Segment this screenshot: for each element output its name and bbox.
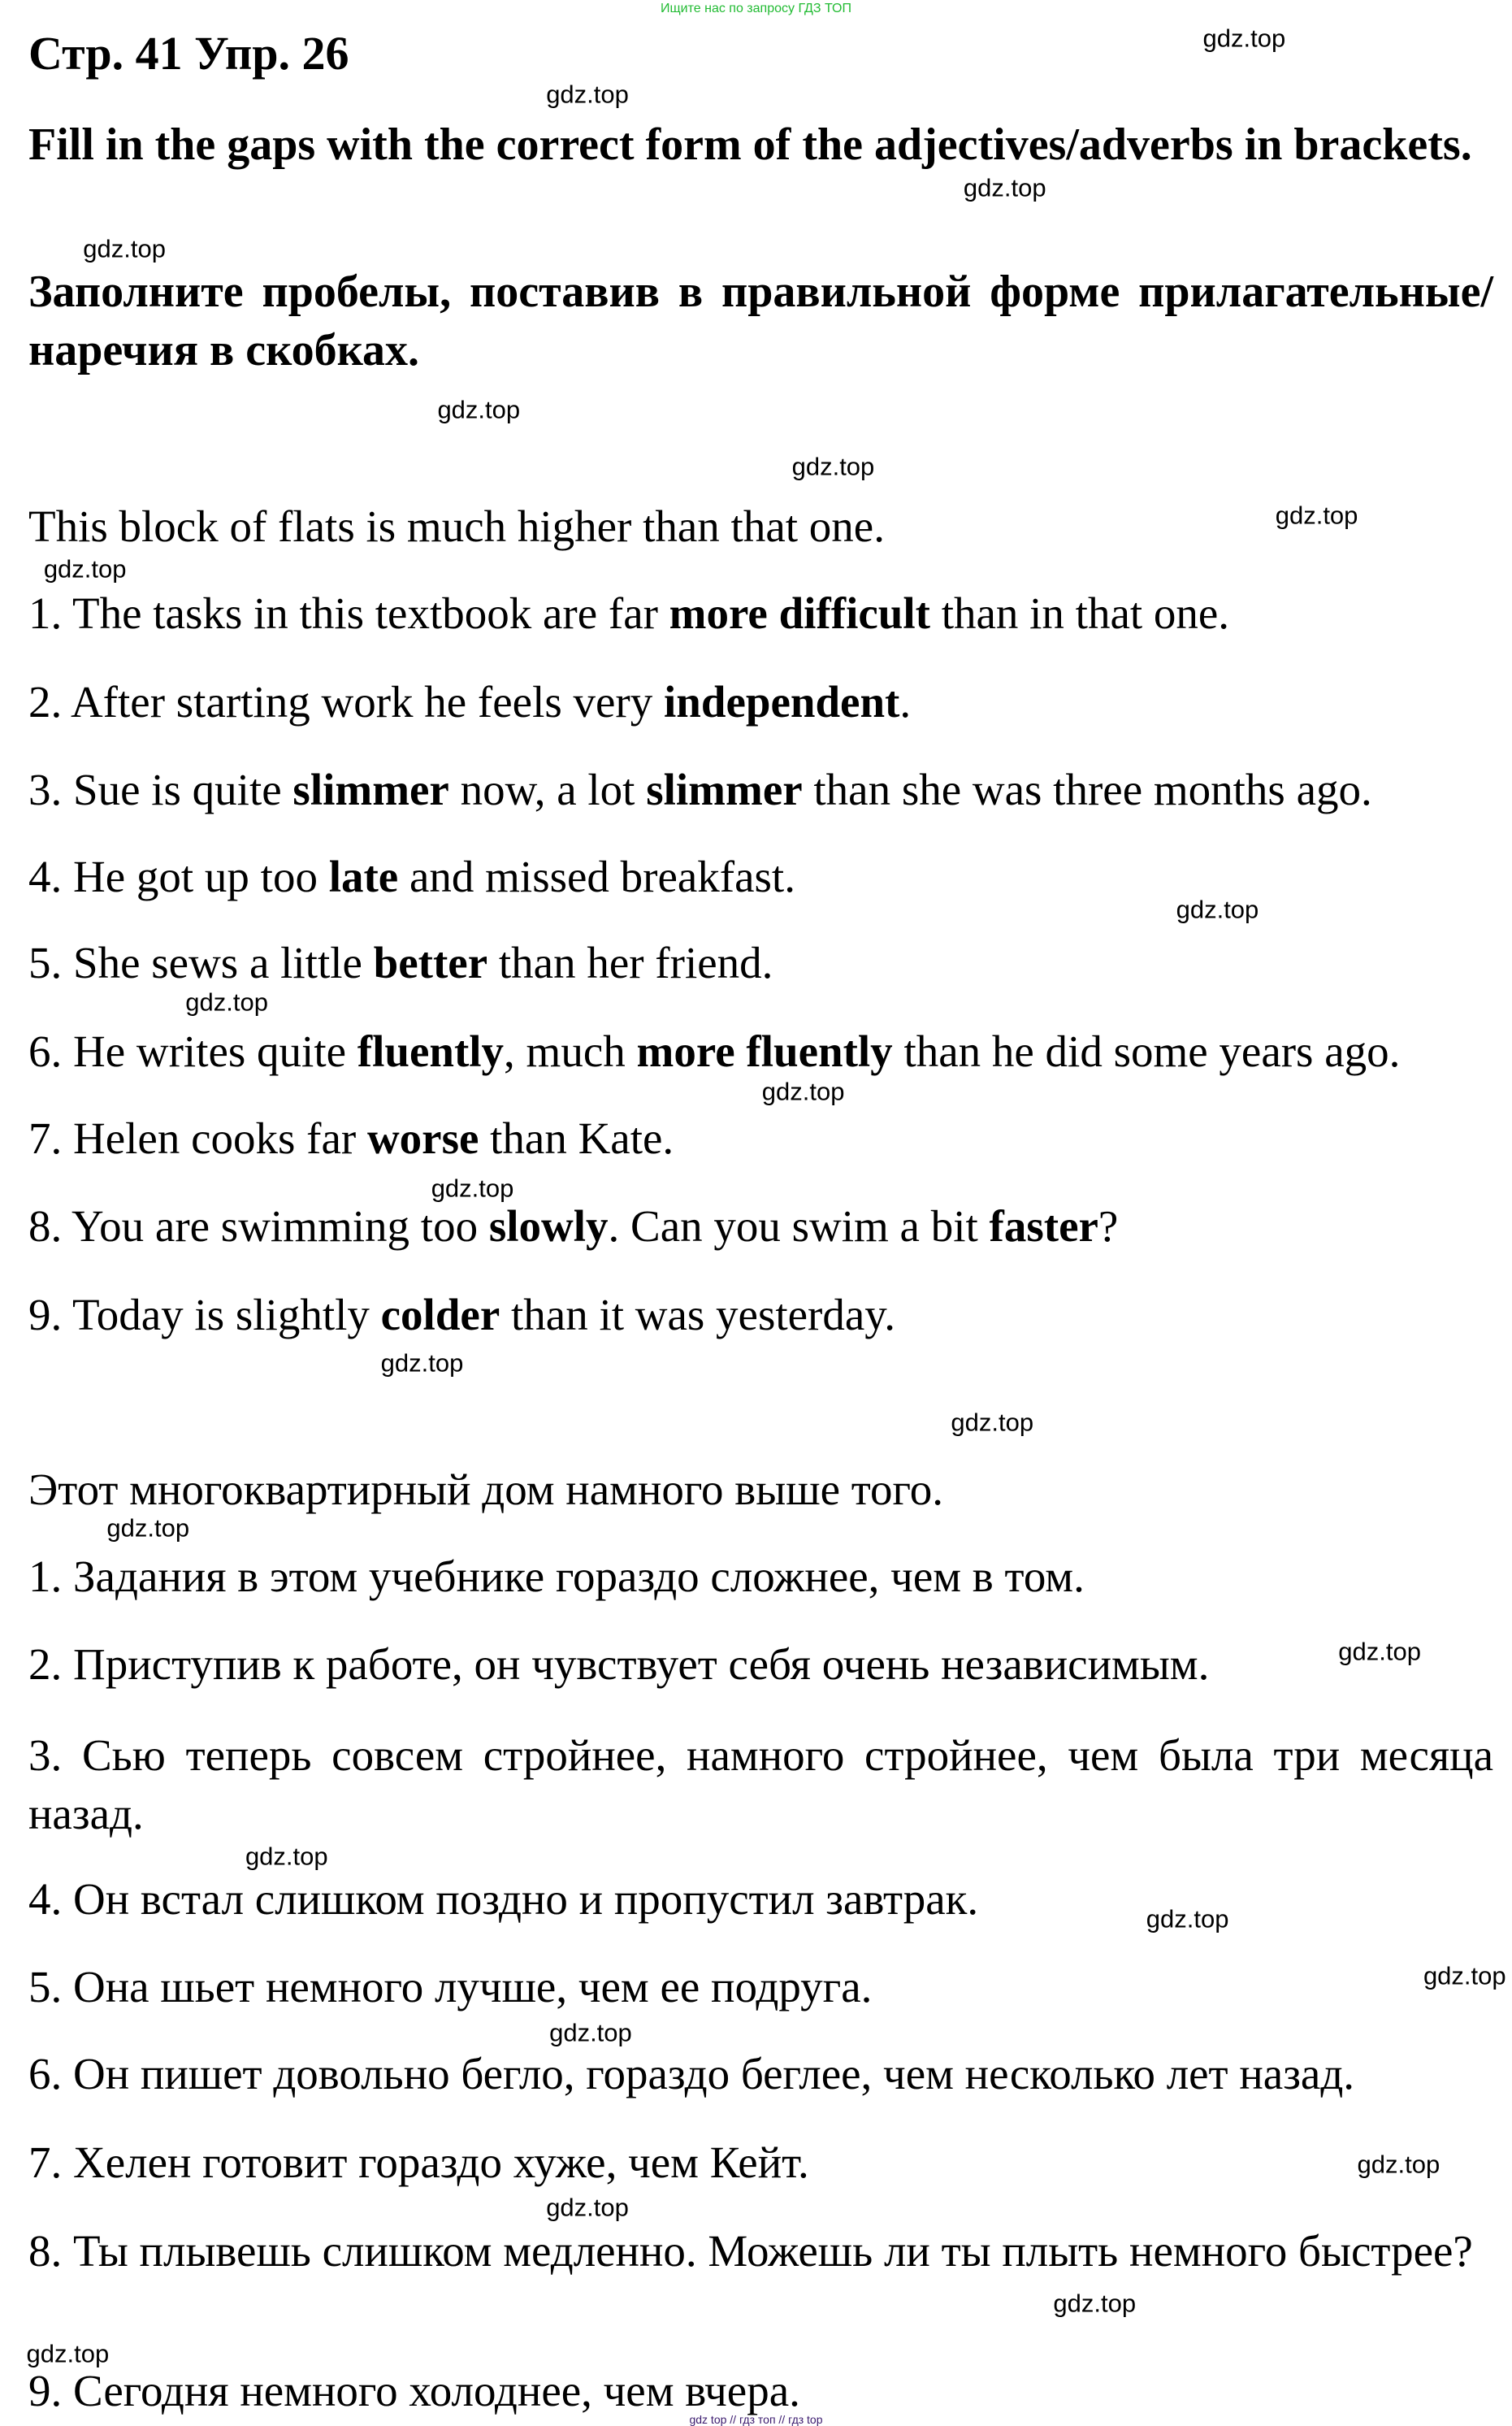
sentence-text: 6. Он пишет довольно бегло, гораздо беглее, чем несколько лет назад. [28,2049,1355,2099]
sentence-text: 1. The tasks in this textbook are far [28,588,669,639]
instruction-russian: Заполните пробелы, поставив в правильной форме прилагательные/наречия в скобках. [28,267,1493,375]
watermark: gdz.top [546,2193,629,2222]
sentence-text: than Kate. [479,1113,674,1163]
sentence-text: . Can you swim a bit [608,1201,990,1252]
answer-line [28,1962,1493,2012]
watermark: gdz.top [761,1077,845,1106]
answer-line [28,1289,1493,1339]
sentence-text: . [899,676,912,727]
watermark: gdz.top [1275,501,1358,530]
sentence-text: Этот многоквартирный дом намного выше того. [28,1464,943,1514]
sentence-text: 7. Хелен готовит гораздо хуже, чем Кейт. [28,2137,809,2187]
answer-line [28,1639,1493,1690]
answer-line [28,1201,1493,1252]
sentence-text: 7. Helen cooks far [28,1113,367,1163]
answer-word: independent [663,676,900,727]
watermark: gdz.top [185,987,268,1017]
sentence-text: than it was yesterday. [500,1289,895,1339]
sentence-text: 1. Задания в этом учебнике гораздо сложнее, чем в том. [28,1551,1085,1601]
answer-word: slimmer [292,765,449,815]
watermark: gdz.top [83,234,166,263]
sentence-text: now, a lot [448,765,647,815]
answer-word: slowly [488,1201,609,1252]
sentence-text: 8. You are swimming too [28,1201,489,1252]
sentence-text: and missed breakfast. [398,851,795,901]
sentence-text: , much [504,1026,637,1076]
answer-line [28,676,1493,727]
answer-line [28,1726,1493,1843]
answer-line [28,1026,1493,1076]
watermark: gdz.top [431,1174,514,1203]
sentence-text: than she was three months ago. [802,765,1372,815]
watermark: gdz.top [951,1408,1034,1437]
watermark: gdz.top [106,1513,190,1543]
sentence-text: This block of flats is much higher than that one. [28,501,885,552]
watermark: gdz.top [26,2339,110,2368]
watermark: gdz.top [380,1348,464,1378]
sentence-text: ? [1098,1201,1119,1252]
watermark: gdz.top [1423,1961,1506,1990]
answer-line [28,2365,1493,2415]
answer-word: faster [989,1201,1098,1252]
answer-line [28,2137,1493,2187]
watermark: gdz.top [549,2018,632,2047]
sentence-text: 3. Сью теперь совсем стройнее, намного стройнее, чем была три месяца назад. [28,1729,1493,1838]
watermark: gdz.top [791,452,875,481]
answer-word: late [328,851,399,901]
sentence-text: 6. He writes quite [28,1026,357,1076]
watermark: gdz.top [43,554,127,584]
watermark: gdz.top [546,80,629,109]
sentence-text: 9. Today is slightly [28,1289,381,1339]
answer-word: more fluently [636,1026,893,1076]
watermark: gdz.top [1357,2150,1441,2179]
sentence-text: than in that one. [929,588,1230,639]
answer-word: slimmer [646,765,803,815]
answer-line [28,2222,1493,2281]
watermark: gdz.top [245,1842,328,1871]
sentence-text: 8. Ты плывешь слишком медленно. Можешь ли ты плыть немного быстрее? [28,2226,1473,2276]
watermark: gdz.top [1053,2289,1137,2318]
sentence-text: 4. He got up too [28,851,329,901]
sentence-text: 2. After starting work he feels very [28,676,664,727]
answer-word: better [373,938,488,988]
answer-line [28,938,1493,988]
answer-line [28,1551,1493,1601]
answer-word: worse [366,1113,479,1163]
answer-line [28,851,1493,901]
answer-word: more difficult [669,588,930,639]
sentence-text: than he did some years ago. [892,1026,1401,1076]
footer-links[interactable]: gdz top // гдз топ // гдз top [689,2413,823,2426]
sentence-text: 5. Она шьет немного лучше, чем ее подруга. [28,1962,873,2012]
sentence-text: than her friend. [487,938,773,988]
sentence-text: 5. She sews a little [28,938,374,988]
page-title: Стр. 41 Упр. 26 [28,27,349,80]
answer-line [28,1873,1493,1924]
answer-line [28,588,1493,639]
answer-word: fluently [357,1026,505,1076]
sentence-text: 3. Sue is quite [28,765,293,815]
top-banner[interactable]: Ищите нас по запросу ГДЗ ТОП [661,2,851,15]
answer-line [28,2049,1493,2099]
answer-line [28,1113,1493,1163]
watermark: gdz.top [963,173,1046,202]
answer-line [28,765,1493,815]
watermark: gdz.top [1176,895,1259,923]
answer-word: colder [380,1289,500,1339]
watermark: gdz.top [437,395,521,424]
sentence-text: 9. Сегодня немного холоднее, чем вчера. [28,2365,800,2415]
watermark: gdz.top [1202,24,1286,53]
watermark: gdz.top [1338,1637,1421,1666]
watermark: gdz.top [1146,1904,1229,1933]
example-sentence [28,1464,1493,1514]
sentence-text: 4. Он встал слишком поздно и пропустил завтрак. [28,1873,979,1924]
example-sentence [28,501,1493,552]
sentence-text: 2. Приступив к работе, он чувствует себя очень независимым. [28,1639,1210,1690]
instruction-english: Fill in the gaps with the correct form of the adjectives/adverbs in brackets. [28,119,1472,170]
